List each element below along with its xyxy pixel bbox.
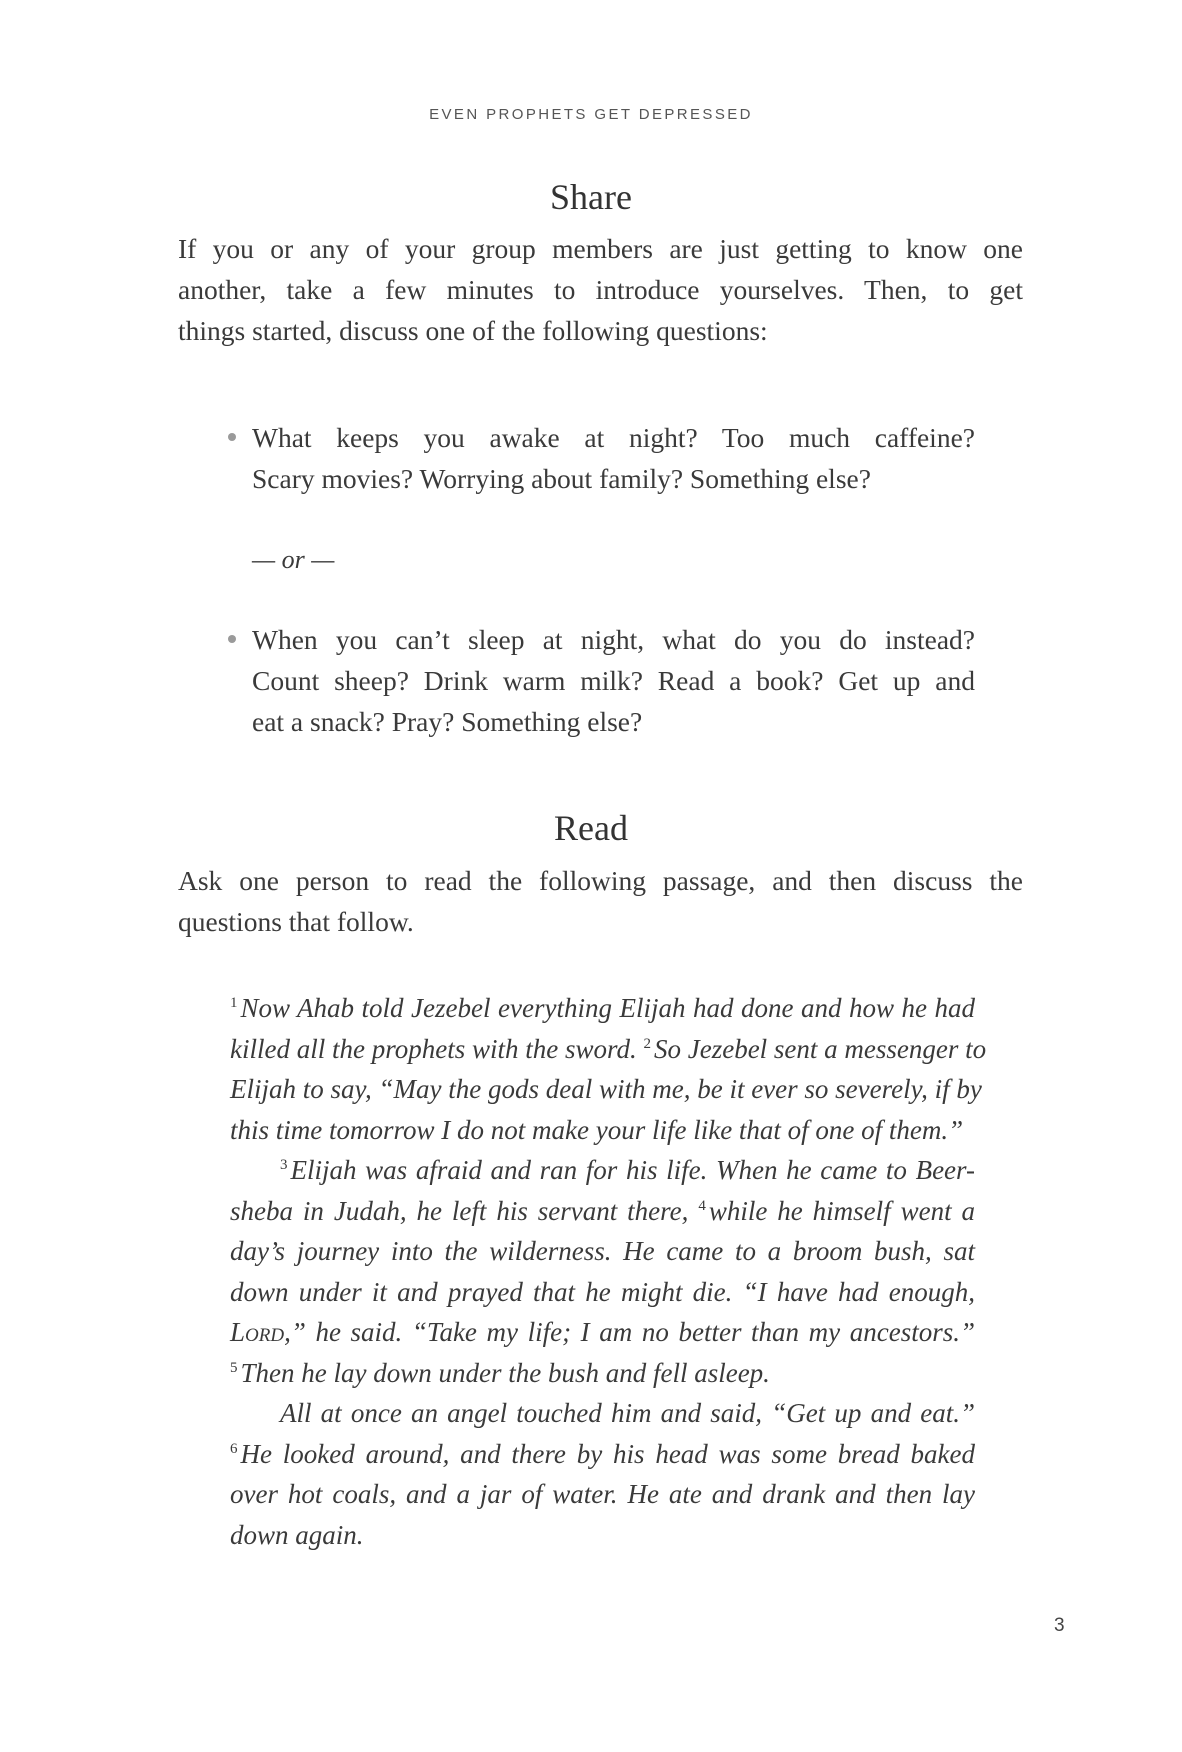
lord-small-caps: Lord	[230, 1317, 285, 1347]
scripture-line: $^5$ Then he lay down under the bush and fell asleep.	[230, 1357, 770, 1388]
page-number: 3	[1054, 1615, 1065, 1636]
scripture-line: down again.	[230, 1519, 364, 1550]
scripture-line: $^3$ Elijah was afraid and ran for his life. When he came to Beer-	[280, 1155, 975, 1185]
running-head: EVEN PROPHETS GET DEPRESSED	[429, 106, 753, 123]
verse-number: 6	[230, 1440, 238, 1457]
verse-number: 4	[698, 1197, 706, 1214]
bullet-line: eat a snack? Pray? Something else?	[252, 706, 643, 737]
scripture-line: over hot coals, and a jar of water. He ate and drank and then lay	[230, 1479, 975, 1509]
scripture-line: All at once an angel touched him and said, “Get up and eat.”	[280, 1398, 975, 1428]
bullet-line: What keeps you awake at night? Too much caffeine?	[252, 422, 975, 453]
bullet-line: When you can’t sleep at night, what do you do instead?	[252, 624, 975, 655]
share-intro-line: If you or any of your group members are just getting to know one	[178, 233, 1023, 264]
scripture-line: this time tomorrow I do not make your life like that of one of them.”	[230, 1114, 964, 1145]
scripture-line: $^6$ He looked around, and there by his head was some bread baked	[230, 1438, 975, 1469]
bullet-line: Scary movies? Worrying about family? Something else?	[252, 463, 871, 494]
scripture-line: killed all the prophets with the sword. $^2$ So Jezebel sent a messenger to	[230, 1033, 987, 1064]
bullet-dot-icon	[228, 635, 236, 643]
read-intro-line: Ask one person to read the following passage, and then discuss the	[178, 865, 1023, 896]
question-bullet-2	[230, 619, 975, 742]
verse-number: 5	[230, 1359, 238, 1376]
scripture-line: down under it and prayed that he might die. “I have had enough,	[230, 1276, 975, 1307]
verse-number: 1	[230, 995, 238, 1011]
read-intro-line: questions that follow.	[178, 906, 414, 937]
or-separator: — or —	[252, 545, 335, 574]
read-intro	[178, 860, 1023, 942]
bullet-line: Count sheep? Drink warm milk? Read a book? Get up and	[252, 665, 975, 696]
question-bullet-1	[230, 417, 975, 499]
scripture-line: Elijah to say, “May the gods deal with me, be it ever so severely, if by	[230, 1074, 982, 1104]
read-heading: Read	[554, 808, 628, 848]
scripture-line: sheba in Judah, he left his servant there, $^4$ while he himself went a	[230, 1195, 976, 1226]
share-intro	[178, 228, 1023, 351]
share-intro-line: things started, discuss one of the following questions:	[178, 315, 768, 346]
scripture-line: $^1$ Now Ahab told Jezebel everything Elijah had done and how he had	[230, 993, 975, 1023]
share-heading: Share	[550, 177, 632, 217]
scripture-passage	[230, 988, 987, 1555]
bullet-dot-icon	[228, 433, 236, 441]
scripture-line: day’s journey into the wilderness. He came to a broom bush, sat	[230, 1236, 975, 1266]
verse-number: 2	[643, 1035, 651, 1052]
verse-number: 3	[280, 1157, 288, 1173]
scripture-line: Lord,” he said. “Take my life; I am no better than my ancestors.”	[230, 1317, 975, 1347]
share-intro-line: another, take a few minutes to introduce yourselves. Then, to get	[178, 274, 1023, 305]
